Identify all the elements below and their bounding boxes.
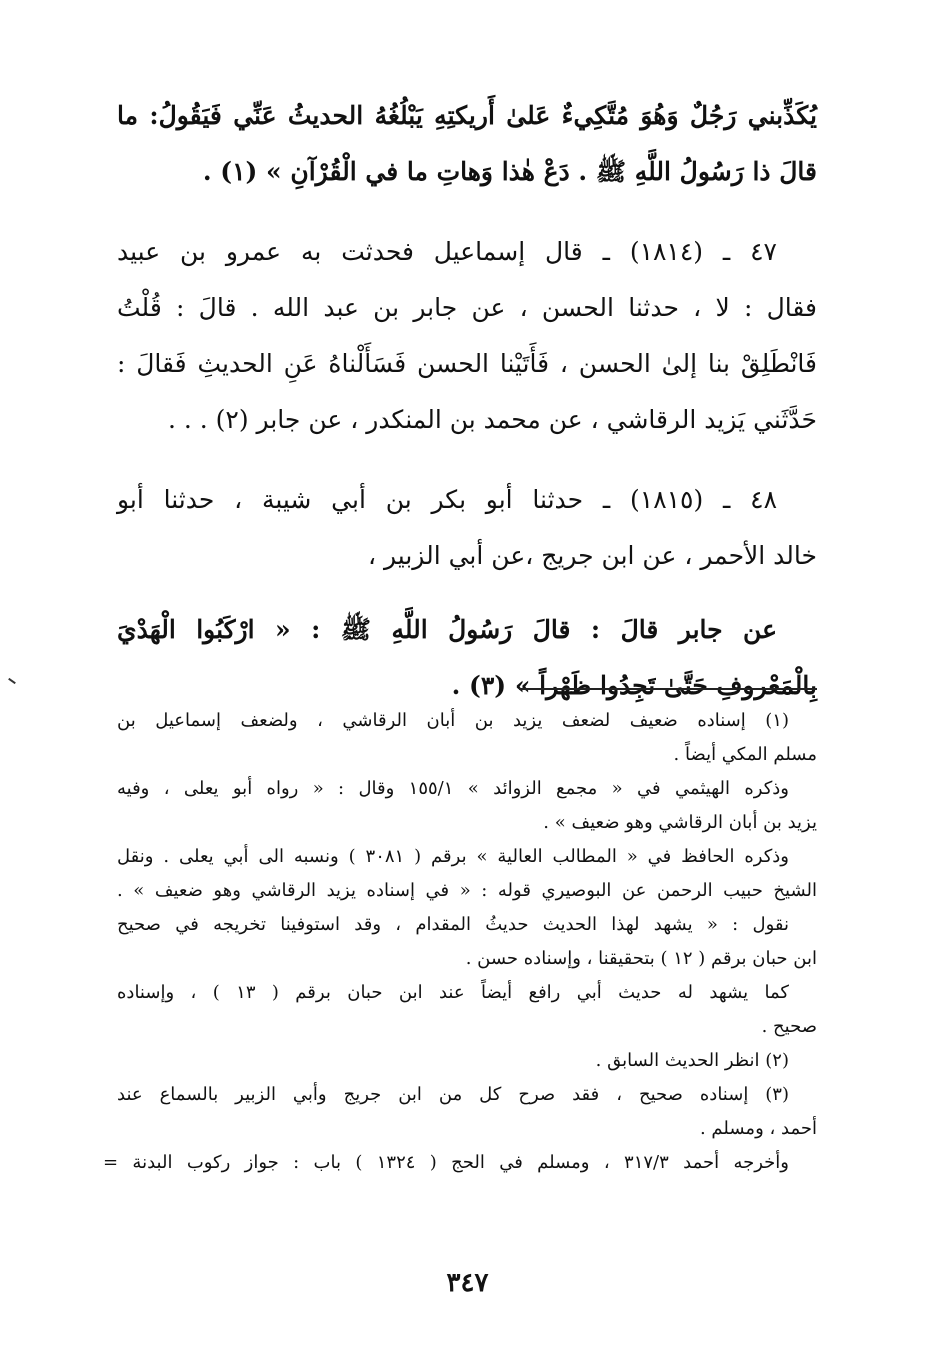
footnote-line: وذكره الهيثمي في « مجمع الزوائد » ١٥٥/١ وقال : « رواه أبو يعلى ، وفيه [117, 778, 789, 799]
footnote-line: الشيخ حبيب الرحمن عن البوصيري قوله : « في إسناده يزيد الرقاشي وهو ضعيف » . [117, 880, 817, 901]
text-line: عن جابر قالَ : قالَ رَسُولُ اللَّهِ ﷺ : « ارْكَبُوا الْهَدْيَ [117, 615, 777, 644]
text-line: ٤٨ ـ (١٨١٥) ـ حدثنا أبو بكر بن أبي شيبة ، حدثنا أبو [117, 485, 777, 514]
footnote-line: مسلم المكي أيضاً . [673, 744, 817, 765]
footnote-line: (١) إسناده ضعيف لضعف يزيد بن أبان الرقاشي ، ولضعف إسماعيل بن [117, 710, 789, 731]
text-line: بِالْمَعْروفِ حَتَّىٰ تَجِدُوا ظَهْراً » (٣) . [451, 671, 817, 700]
footnote-line: صحيح . [761, 1016, 817, 1037]
paragraph-2-hadith-47 [117, 224, 817, 448]
text-line: خالد الأحمر ، عن ابن جريج ،عن أبي الزبير ، [367, 541, 817, 570]
text-line: حَدَّثَني يَزيد الرقاشي ، عن محمد بن المنكدر ، عن جابر (٢) . . . [167, 405, 817, 434]
text-line: فقال : لا ، حدثنا الحسن ، عن جابر بن عبد الله . قالَ : قُلْتُ [117, 293, 817, 322]
scan-mark [8, 678, 16, 684]
footnote-line: (٣) إسناده صحيح ، فقد صرح كل من ابن جريج وأبي الزبير بالسماع عند [117, 1084, 789, 1105]
paragraph-1 [117, 88, 817, 200]
text-line: ٤٧ ـ (١٨١٤) ـ قال إسماعيل فحدثت به عمرو بن عبيد [117, 237, 777, 266]
footnote-line: وذكره الحافظ في « المطالب العالية » برقم ( ٣٠٨١ ) ونسبه الى أبي يعلى . ونقل [117, 846, 790, 867]
text-line: فَانْطَلِقْ بنا إلىٰ الحسن ، فَأَتَيْنا الحسن فَسَأَلْناهُ عَنِ الحديثِ فَقالَ : [117, 349, 817, 378]
footnote-line: وأخرجه أحمد ٣١٧/٣ ، ومسلم في الحج ( ١٣٢٤ ) باب : جواز ركوب البدنة = [103, 1152, 789, 1173]
paragraph-3-hadith-48 [117, 472, 817, 584]
footnote-line: نقول : « يشهد لهذا الحديث حديثُ المقدام ، وقد استوفينا تخريجه في صحيح [117, 914, 789, 935]
footnote-line: أحمد ، ومسلم . [699, 1118, 817, 1139]
footnote-line: يزيد بن أبان الرقاشي وهو ضعيف » . [543, 812, 817, 833]
paragraph-4 [117, 602, 817, 714]
footnotes [103, 704, 817, 1180]
footnote-separator [519, 688, 817, 690]
footnote-line: كما يشهد له حديث أبي رافع أيضاً عند ابن حبان برقم ( ١٣ ) ، وإسناده [117, 982, 790, 1003]
text-line: يُكَذِّبني رَجُلٌ وَهُوَ مُتَّكِيءٌ عَلىٰ أَريكتِهِ يَبْلُغُهُ الحديثُ عَنِّي فَيَقُولُ: ما [117, 101, 817, 130]
footnote-line: ابن حبان برقم ( ١٢ ) بتحقيقنا ، وإسناده حسن . [465, 948, 817, 969]
text-line: قالَ ذا رَسُولُ اللَّهِ ﷺ . دَعْ هٰذا وَهاتِ ما في الْقُرْآنِ » (١) . [202, 157, 817, 186]
page-number: ٣٤٧ [446, 1268, 489, 1298]
footnote-line: (٢) انظر الحديث السابق . [595, 1050, 789, 1071]
main-text [117, 88, 817, 714]
